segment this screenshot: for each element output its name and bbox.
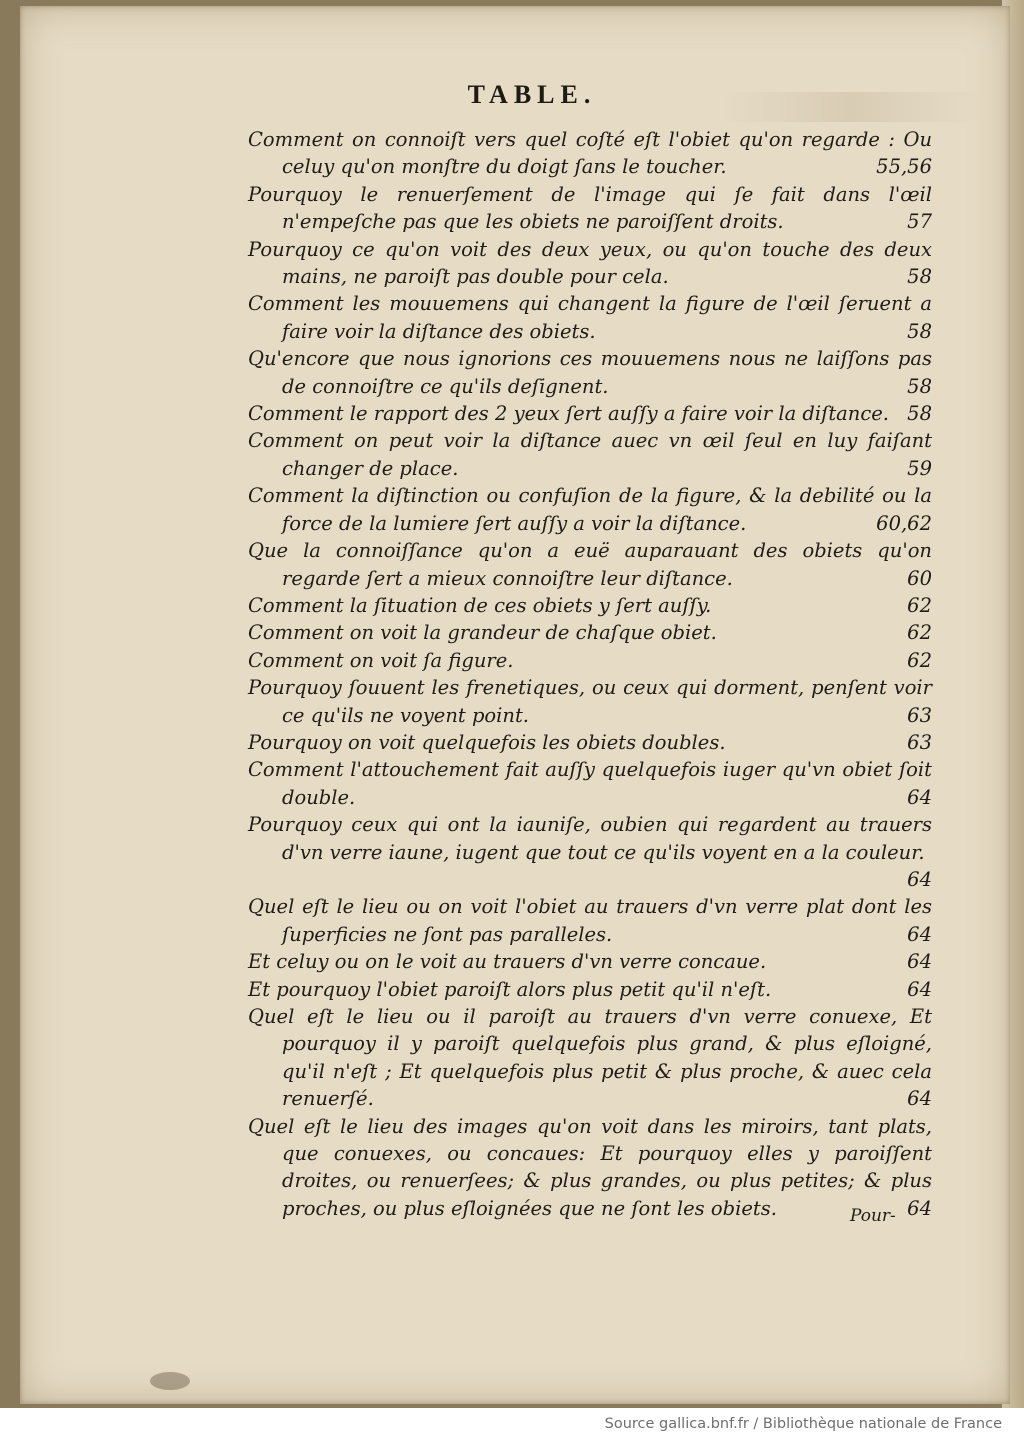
table-entries — [248, 126, 932, 1222]
entry-text: Pourquoy on voit quelquefois les obiets doubles. — [248, 730, 726, 754]
table-entry — [248, 537, 932, 592]
entry-text: Quel eſt le lieu ou on voit l'obiet au trauers d'vn verre plat dont les ſuperficies ne ſont pas paralleles. — [248, 895, 932, 946]
entry-text: Comment les mouuemens qui changent la figure de l'œil ſeruent a faire voir la diſtance des obiets. — [248, 292, 932, 343]
entry-text: Et celuy ou on le voit au trauers d'vn verre concaue. — [248, 950, 767, 974]
entry-page-number: 58 — [907, 319, 932, 343]
entry-text: Pourquoy le renuerſement de l'image qui ſe fait dans l'œil n'empeſche pas que les obiets ne paroiſſent droits. — [248, 182, 932, 234]
table-entry — [248, 126, 932, 181]
table-entry — [248, 674, 932, 729]
table-entry — [248, 181, 932, 236]
entry-page-number: 62 — [907, 621, 932, 645]
table-entry — [248, 400, 932, 427]
entry-text: Comment la diſtinction ou confuſion de la figure, & la debilité ou la force de la lumiere ſert auſſy a voir la diſtance. — [248, 484, 932, 535]
entry-text: Comment l'attouchement fait auſſy quelquefois iuger qu'vn obiet ſoit double. — [248, 758, 932, 809]
entry-page-number: 60 — [907, 566, 932, 590]
entry-text: Qu'encore que nous ignorions ces mouuemens nous ne laiſſons pas de connoiſtre ce qu'ils deſignent. — [248, 347, 932, 398]
entry-page-number: 64 — [907, 977, 932, 1001]
entry-text: Comment on voit la grandeur de chaſque obiet. — [248, 621, 717, 645]
table-entry — [248, 756, 932, 811]
entry-page-number: 58 — [907, 402, 932, 426]
table-entry — [248, 948, 932, 975]
table-entry — [248, 647, 932, 674]
table-entry — [248, 427, 932, 482]
entry-text: Quel eſt le lieu ou il paroiſt au trauers d'vn verre conuexe, Et pourquoy il y paroiſt quelquefois plus grand, & plus eſloigné, qu'il n'eſt ; Et quelquefois plus petit & plus proche, & auec cela renuerſé. — [248, 1005, 932, 1111]
entry-page-number: 59 — [907, 456, 932, 480]
table-entry — [248, 345, 932, 400]
entry-text: Comment on peut voir la diſtance auec vn œil ſeul en luy faiſant changer de place. — [248, 429, 932, 480]
entry-page-number: 62 — [907, 593, 932, 617]
table-entry — [248, 236, 932, 291]
table-entry — [248, 893, 932, 948]
table-entry — [248, 482, 932, 537]
table-entry — [248, 290, 932, 345]
entry-text: Pourquoy ce qu'on voit des deux yeux, ou qu'on touche des deux mains, ne paroiſt pas double pour cela. — [248, 237, 932, 289]
entry-text: Pourquoy ſouuent les frenetiques, ou ceux qui dorment, penſent voir ce qu'ils ne voyent point. — [248, 676, 932, 727]
entry-page-number: 57 — [907, 210, 932, 234]
source-credit: Source gallica.bnf.fr / Bibliothèque nationale de France — [604, 1416, 1002, 1432]
entry-text: Comment on connoiſt vers quel coſté eſt l'obiet qu'on regarde : Ou celuy qu'on monſtre du doigt ſans le toucher. — [248, 128, 932, 179]
entry-text: Comment on voit ſa figure. — [248, 648, 514, 672]
ink-stain — [150, 1372, 190, 1390]
entry-page-number: 64 — [907, 950, 932, 974]
entry-page-number: 64 — [907, 785, 932, 809]
entry-page-number: 58 — [907, 265, 932, 289]
table-entry — [248, 729, 932, 756]
entry-page-number: 64 — [907, 867, 932, 891]
entry-text: Que la connoiſſance qu'on a euë auparauant des obiets qu'on regarde ſert a mieux connoiſtre leur diſtance. — [248, 539, 932, 590]
entry-page-number: 60,62 — [876, 511, 932, 535]
entry-page-number: 58 — [907, 374, 932, 398]
entry-text: Comment le rapport des 2 yeux ſert auſſy a faire voir la diſtance. — [248, 402, 890, 426]
entry-page-number: 62 — [907, 648, 932, 672]
entry-page-number: 55,56 — [876, 155, 932, 179]
table-entry — [248, 619, 932, 646]
entry-text: Pourquoy ceux qui ont la iauniſe, oubien qui regardent au trauers d'vn verre iaune, iugent que tout ce qu'ils voyent en a la couleur. — [248, 813, 932, 864]
table-entry — [248, 1003, 932, 1113]
table-entry — [248, 976, 932, 1003]
page-title: TABLE. — [467, 80, 597, 109]
entry-text: Et pourquoy l'obiet paroiſt alors plus petit qu'il n'eſt. — [248, 977, 772, 1001]
table-entry — [248, 592, 932, 619]
entry-text: Comment la ſituation de ces obiets y ſert auſſy. — [248, 593, 712, 617]
table-entry — [248, 811, 932, 893]
entry-page-number: 64 — [907, 1196, 932, 1220]
entry-page-number: 64 — [907, 922, 932, 946]
entry-page-number: 63 — [907, 730, 932, 754]
entry-page-number: 63 — [907, 703, 932, 727]
entry-page-number: 64 — [907, 1087, 932, 1111]
catchword: Pour- — [850, 1206, 896, 1226]
entry-text: Quel eſt le lieu des images qu'on voit dans les miroirs, tant plats, que conuexes, ou concaues: Et pourquoy elles y paroiſſent droites, ou renuerſees; & plus grandes, ou plus petites; & plus proches, ou plus eſloignées que ne ſont les obiets. — [248, 1114, 932, 1220]
table-entry — [248, 1113, 932, 1223]
